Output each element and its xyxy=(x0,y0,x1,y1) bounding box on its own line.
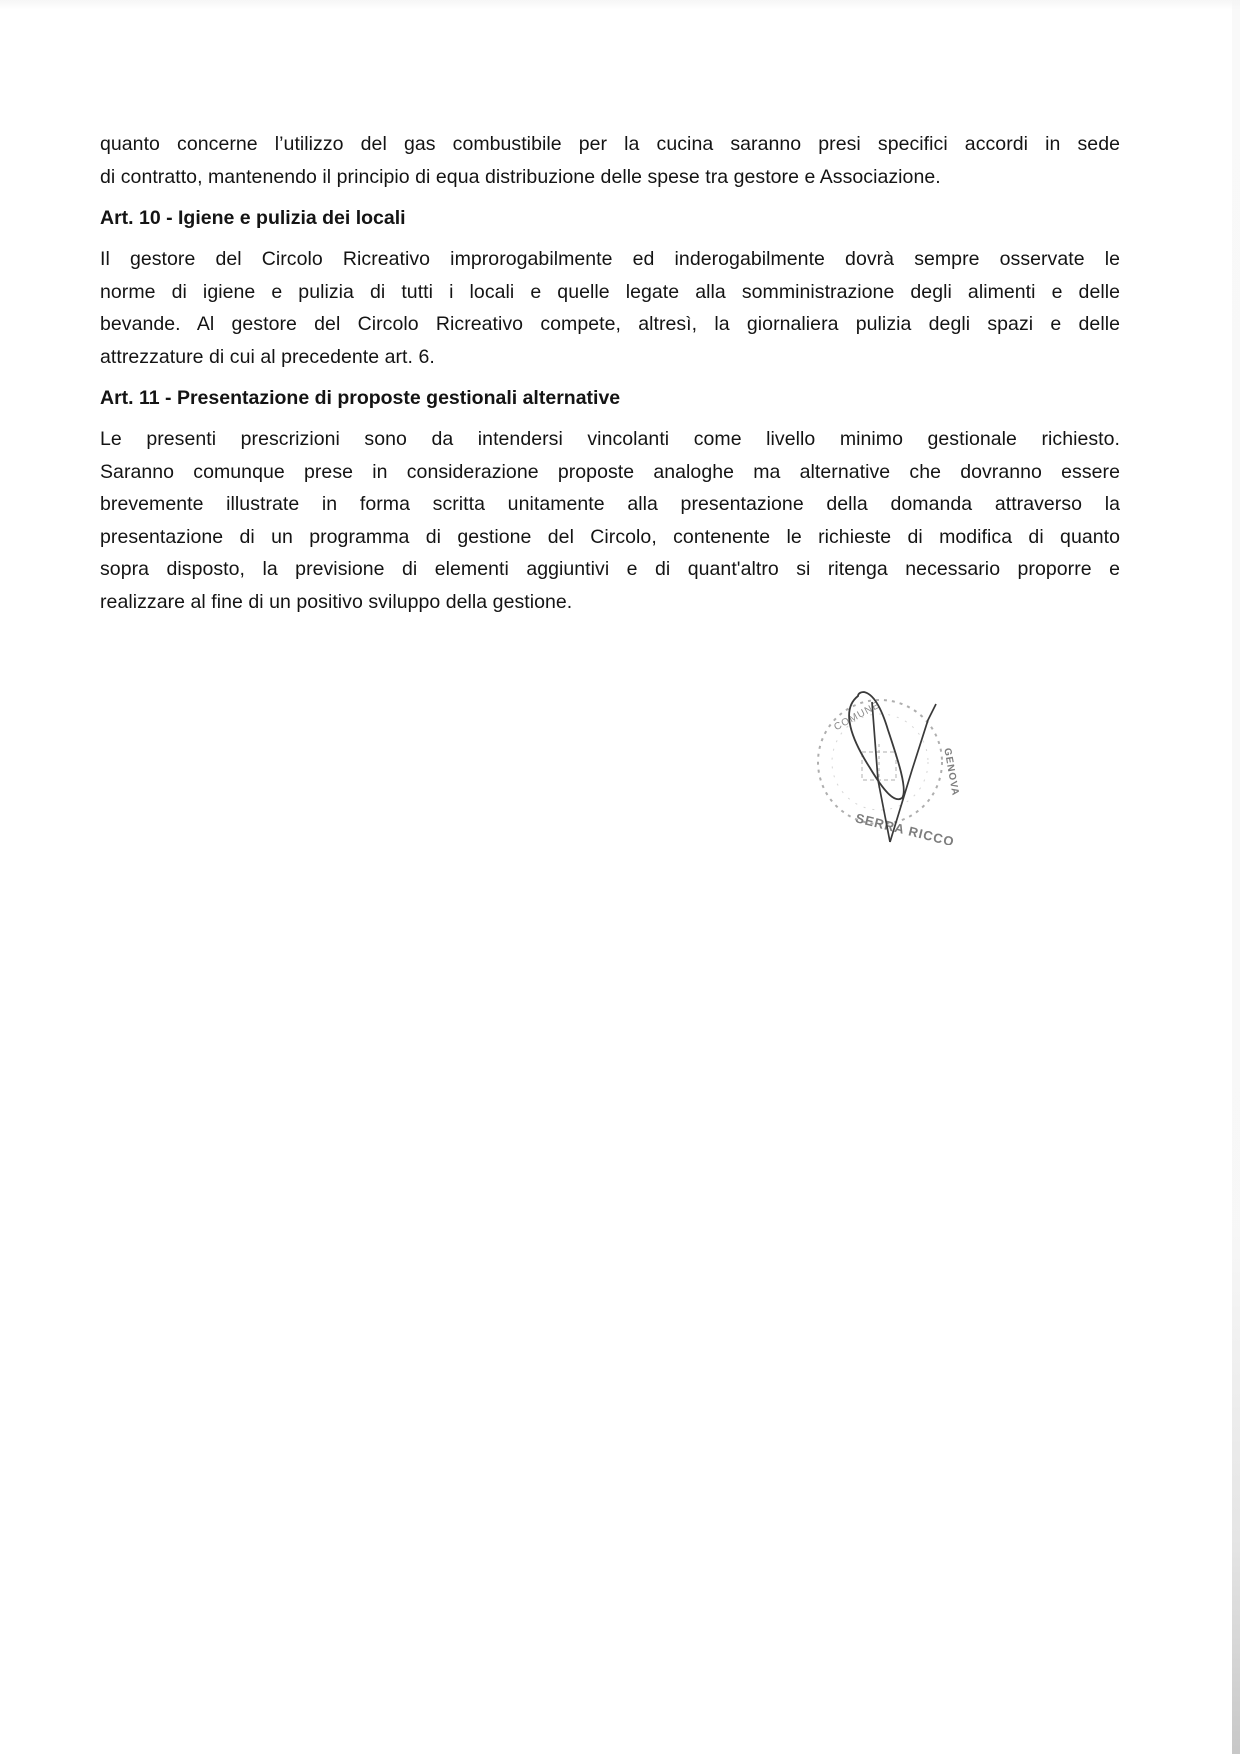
text-line: sopra disposto, la previsione di elementi aggiuntivi e di quant'altro si ritenga necessario proporre e xyxy=(100,558,1120,580)
official-stamp-with-signature xyxy=(800,670,960,845)
text-line: Il gestore del Circolo Ricreativo improrogabilmente ed inderogabilmente dovrà sempre osservate le xyxy=(100,248,1120,270)
paragraph xyxy=(100,243,1120,373)
article-heading: Art. 11 - Presentazione di proposte gestionali alternative xyxy=(100,387,621,409)
text-line: bevande. Al gestore del Circolo Ricreativo compete, altresì, la giornaliera pulizia degli spazi e delle xyxy=(100,313,1120,335)
text-line: di contratto, mantenendo il principio di equa distribuzione delle spese tra gestore e Associazione. xyxy=(100,165,941,188)
text-line: quanto concerne l’utilizzo del gas combustibile per la cucina saranno presi specifici accordi in sede xyxy=(100,133,1120,155)
scan-edge-right xyxy=(1232,0,1240,1754)
text-line: realizzare al fine di un positivo sviluppo della gestione. xyxy=(100,590,573,613)
text-line: brevemente illustrate in forma scritta unitamente alla presentazione della domanda attraverso la xyxy=(100,493,1120,515)
article-heading: Art. 10 - Igiene e pulizia dei locali xyxy=(100,207,406,229)
article-11 xyxy=(100,382,1120,618)
text-line: Saranno comunque prese in considerazione proposte analoghe ma alternative che dovranno essere xyxy=(100,460,1120,483)
document-page xyxy=(100,128,1120,618)
article-10 xyxy=(100,202,1120,373)
paragraph xyxy=(100,128,1120,193)
continuation-paragraph xyxy=(100,128,1120,193)
stamp-signature-icon xyxy=(800,670,960,845)
svg-text:COMUNE: COMUNE xyxy=(832,699,883,734)
text-line: attrezzature di cui al precedente art. 6. xyxy=(100,345,435,368)
text-line: presentazione di un programma di gestione del Circolo, contenente le richieste di modifica di quanto xyxy=(100,525,1120,548)
scan-edge-top xyxy=(0,0,1240,10)
paragraph xyxy=(100,423,1120,618)
svg-text:GENOVA: GENOVA xyxy=(941,747,960,798)
svg-text:SERRA RICCO: SERRA RICCO xyxy=(854,810,957,845)
text-line: norme di igiene e pulizia di tutti i locali e quelle legate alla somministrazione degli alimenti e delle xyxy=(100,280,1120,303)
text-line: Le presenti prescrizioni sono da intendersi vincolanti come livello minimo gestionale richiesto. xyxy=(100,428,1120,450)
